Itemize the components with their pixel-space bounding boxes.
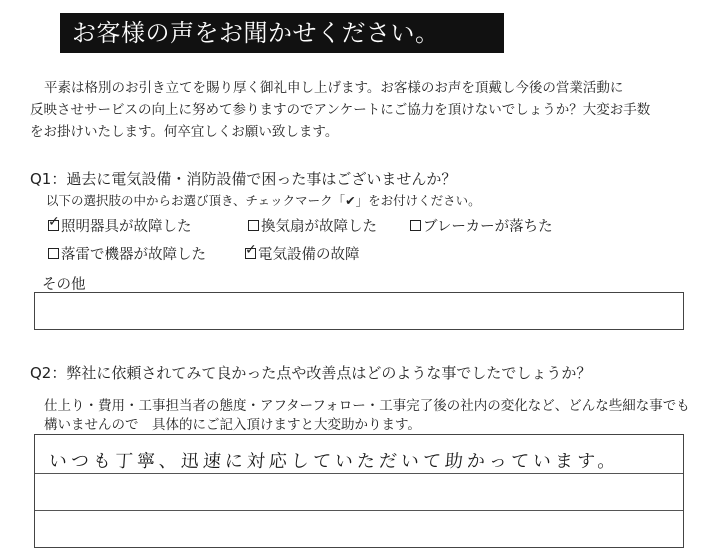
checkbox-mark-icon: ✓ [48, 214, 60, 230]
page-title-banner [60, 13, 504, 53]
checkbox-breaker-tripped[interactable] [410, 220, 421, 231]
option-label: ブレーカーが落ちた [423, 219, 553, 235]
q1-instruction [46, 191, 481, 209]
option-fan-broken[interactable] [248, 215, 377, 236]
option-label: 落雷で機器が故障した [61, 247, 206, 263]
intro-text [30, 77, 690, 143]
answer-ruled-line [35, 510, 683, 511]
option-lighting-broken[interactable] [48, 215, 192, 236]
page-title: お客様の声をお聞かせください。 [72, 19, 440, 47]
q1-title: Q1：過去に電気設備・消防設備で困った事はございませんか？ [30, 170, 457, 188]
q2-description [44, 397, 690, 435]
q2-title: Q2：弊社に依頼されてみて良かった点や改善点はどのような事でしたでしょうか？ [30, 364, 592, 382]
option-breaker-tripped[interactable] [410, 215, 553, 236]
q2-answer-area[interactable] [34, 434, 684, 548]
checkbox-fan-broken[interactable] [248, 220, 259, 231]
q2-handwritten-answer: いつも丁寧、迅速に対応していただいて助かっています。 [48, 451, 621, 472]
q1-instruction-after: 」をお付けください。 [355, 193, 481, 208]
option-label: 照明器具が故障した [61, 219, 192, 235]
other-label: その他 [42, 277, 86, 293]
checkbox-electrical-equipment-failure[interactable] [245, 242, 257, 259]
q2-desc-line-2: 構いませんので 具体的にご記入頂けますと大変助かります。 [44, 417, 421, 433]
other-input[interactable] [34, 292, 684, 330]
option-lightning-damage[interactable] [48, 243, 206, 264]
check-mark-icon: ✔ [345, 193, 356, 208]
checkbox-lighting-broken[interactable] [48, 214, 60, 231]
checkbox-lightning-damage[interactable] [48, 248, 59, 259]
intro-line-1: 平素は格別のお引き立てを賜り厚く御礼申し上げます。お客様のお声を頂戴し今後の営業活動に [44, 80, 624, 96]
answer-ruled-line [35, 473, 683, 474]
intro-line-2: 反映させサービスの向上に努めて参りますのでアンケートにご協力を頂けないでしょうか？大変お手数 [30, 102, 651, 118]
option-label: 換気扇が故障した [261, 219, 377, 235]
q2-desc-line-1: 仕上り・費用・工事担当者の態度・アフターフォロー・工事完了後の社内の変化など、どんな些細な事でも [44, 398, 690, 414]
q1-instruction-before: 以下の選択肢の中からお選び頂き、チェックマーク「 [46, 193, 346, 208]
option-electrical-equipment-failure[interactable] [245, 243, 360, 264]
option-label: 電気設備の故障 [258, 247, 360, 263]
intro-line-3: をお掛けいたします。何卒宜しくお願い致します。 [30, 124, 339, 140]
checkbox-mark-icon: ✓ [245, 242, 257, 258]
